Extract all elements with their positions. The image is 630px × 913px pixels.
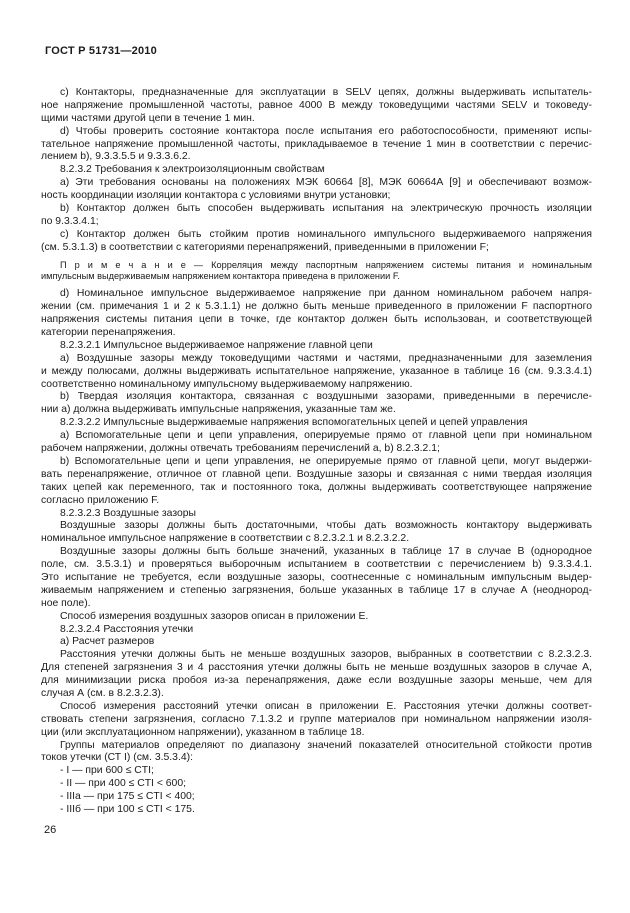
text-line: a) Эти требования основаны на положениях МЭК 60664 [8], МЭК 60664А [9] и обеспечивают возмож- xyxy=(60,177,592,189)
text-line: соответственно номинальному импульсному выдерживаемому напряжению. xyxy=(41,378,413,390)
document-body xyxy=(41,87,592,817)
text-line: Воздушные зазоры должны быть достаточными, чтобы дать возможность контактору выдерживать xyxy=(60,520,592,532)
text-line: 8.2.3.2.4 Расстояния утечки xyxy=(60,623,194,635)
text-line: c) Контактор должен быть стойким против номинального импульсного выдерживаемого напряжения xyxy=(60,228,592,240)
paragraph xyxy=(41,456,592,508)
paragraph xyxy=(41,340,592,353)
paragraph xyxy=(41,546,592,610)
text-line: случая А (см. в 8.2.3.2.3). xyxy=(41,687,164,699)
paragraph xyxy=(41,288,592,340)
text-line: жении (см. примечания 1 и 2 к 5.3.1.1) не должно быть меньше приведенного в приложении F паспортного xyxy=(41,301,592,313)
text-line: Воздушные зазоры должны быть больше значений, указанных в таблице 17 в случае В (однородное xyxy=(60,546,592,558)
text-line: номинальное импульсное напряжение в соответствии с 8.2.3.2.1 и 8.2.3.2.2. xyxy=(41,533,410,545)
text-line: напряжения системы питания цепи в точке, где контактор должен быть использован, и соответствующей xyxy=(41,314,592,326)
paragraph xyxy=(41,508,592,521)
text-line: согласно приложению F. xyxy=(41,494,160,506)
text-line: b) Твердая изоляция контактора, связанная с воздушными зазорами, приведенными в перечисле- xyxy=(60,391,592,403)
text-line: щими частями другой цепи в течение 1 мин. xyxy=(41,112,255,124)
text-line: a) Воздушные зазоры между токоведущими частями и частями, предназначенными для заземления xyxy=(60,352,592,364)
text-line: (см. 5.3.1.3) в соответствии с категориями перенапряжений, приведенными в приложении F; xyxy=(41,241,489,253)
paragraph xyxy=(41,778,592,791)
text-line: рабочем напряжении, должны отвечать требованиям перечислений a, b) 8.2.3.2.1; xyxy=(41,443,440,455)
text-line: c) Контакторы, предназначенные для эксплуатации в SELV цепях, должны выдерживать испытатель- xyxy=(60,87,592,98)
text-line: d) Чтобы проверить состояние контактора после испытания его работоспособности, применяют испы- xyxy=(60,125,592,137)
paragraph xyxy=(41,417,592,430)
text-line: категории перенапряжения. xyxy=(41,327,176,339)
paragraph xyxy=(41,636,592,649)
paragraph xyxy=(41,430,592,456)
text-line: ствовать степени загрязнения, согласно 7.1.3.2 и группе материалов при номинальном напряжении изоля- xyxy=(41,713,592,725)
text-line: ции (или эксплуатационном напряжении), указанном в таблице 18. xyxy=(41,726,365,738)
text-line: 8.2.3.2.3 Воздушные зазоры xyxy=(60,507,197,519)
text-line: Это испытание не требуется, если воздушные зазоры, соотнесенные с номинальным импульсным выдер- xyxy=(41,571,592,583)
text-line: 8.2.3.2.2 Импульсные выдерживаемые напряжения вспомогательных цепей и цепей управления xyxy=(60,417,528,429)
text-line: - IIIа — при 175 ≤ CTI < 400; xyxy=(60,791,195,803)
text-line: a) Вспомогательные цепи и цепи управления, оперируемые прямо от главной цепи при номинальном xyxy=(60,430,592,442)
paragraph xyxy=(41,164,592,177)
text-line: ное поле). xyxy=(41,597,91,609)
running-header: ГОСТ Р 51731—2010 xyxy=(45,45,157,57)
text-line: лением b), 9.3.3.5.5 и 9.3.3.6.2. xyxy=(41,151,191,163)
text-line: a) Расчет размеров xyxy=(60,636,155,648)
note-paragraph xyxy=(41,260,592,283)
paragraph xyxy=(41,611,592,624)
paragraph xyxy=(41,177,592,203)
paragraph xyxy=(41,87,592,126)
text-line: импульсным выдерживаемым напряжением контактора приведена в приложении F. xyxy=(41,270,400,281)
paragraph xyxy=(41,765,592,778)
text-line: d) Номинальное импульсное выдерживаемое напряжение при данном номинальном рабочем напря- xyxy=(60,288,592,300)
text-line: Для степеней загрязнения 3 и 4 расстояния утечки должны быть не меньше воздушных зазоров в случае А, xyxy=(41,662,592,674)
text-line: b) Вспомогательные цепи и цепи управления, не оперируемые прямо от главной цепи, могут выдержи- xyxy=(60,455,592,467)
text-line: вать перенапряжение, отличное от главной цепи. Воздушные зазоры и связанная с ними твердая изоляция xyxy=(41,468,592,480)
text-line: - IIIб — при 100 ≤ CTI < 175. xyxy=(60,803,195,815)
text-line: нии a) должна выдерживать импульсные напряжения, указанные там же. xyxy=(41,404,396,416)
paragraph xyxy=(41,353,592,392)
text-line: Группы материалов определяют по диапазону значений показателей относительной стойкости против xyxy=(60,739,592,751)
paragraph xyxy=(41,701,592,740)
text-line: - I — при 600 ≤ CTI; xyxy=(60,765,154,777)
text-line: по 9.3.3.4.1; xyxy=(41,215,99,227)
text-line: Способ измерения воздушных зазоров описан в приложении Е. xyxy=(60,610,369,622)
paragraph xyxy=(41,126,592,165)
text-line: поле, см. 3.5.3.1) и проверяться выборочным испытанием в соответствии с перечислением b) 9.3.3.4.1. xyxy=(41,559,592,571)
paragraph xyxy=(41,520,592,546)
text-line: токов утечки (СТ I) (см. 3.5.3.4): xyxy=(41,752,193,764)
text-line: П р и м е ч а н и е — Корреляция между паспортным напряжением системы питания и номинальным xyxy=(60,259,592,270)
paragraph xyxy=(41,391,592,417)
text-line: ное напряжение промышленной частоты, равное 4000 В между токоведущими частями SELV и токоведу- xyxy=(41,99,592,111)
text-line: 8.2.3.2.1 Импульсное выдерживаемое напряжение главной цепи xyxy=(60,339,373,351)
text-line: Способ измерения расстояний утечки описан в приложении Е. Расстояния утечки должны соответ- xyxy=(60,700,592,712)
paragraph xyxy=(41,791,592,804)
paragraph xyxy=(41,203,592,229)
text-line: тательное напряжение промышленной частоты, прикладываемое в течение 1 мин в соответствии с перечис- xyxy=(41,138,592,150)
text-line: ность координации изоляции контактора с условиями внутри установки; xyxy=(41,190,391,202)
paragraph xyxy=(41,649,592,701)
text-line: для минимизации риска пробоя из-за перенапряжения, даже если воздушные зазоры меньше, чем для xyxy=(41,675,592,687)
text-line: и между полюсами, должны выдерживать испытательное напряжение, указанное в таблице 16 (см. 9.3.3.4.1) xyxy=(41,365,592,377)
page-number: 26 xyxy=(44,824,57,836)
text-line: - II — при 400 ≤ CTI < 600; xyxy=(60,778,186,790)
text-line: b) Контактор должен быть способен выдерживать испытания на электрическую прочность изоляции xyxy=(60,203,592,215)
paragraph xyxy=(41,804,592,817)
paragraph xyxy=(41,740,592,766)
text-line: живаемым напряжением и степенью загрязнения, больше указанных в таблице 17 в случае А (неоднород- xyxy=(41,584,592,596)
paragraph xyxy=(41,229,592,255)
text-line: таких цепей как переменного, так и постоянного тока, должны выдерживать соответствующее напряжение xyxy=(41,481,592,493)
paragraph xyxy=(41,624,592,637)
text-line: Расстояния утечки должны быть не меньше воздушных зазоров, выбранных в соответствии с 8.2.3.2.3. xyxy=(60,649,592,661)
text-line: 8.2.3.2 Требования к электроизоляционным свойствам xyxy=(60,164,325,176)
